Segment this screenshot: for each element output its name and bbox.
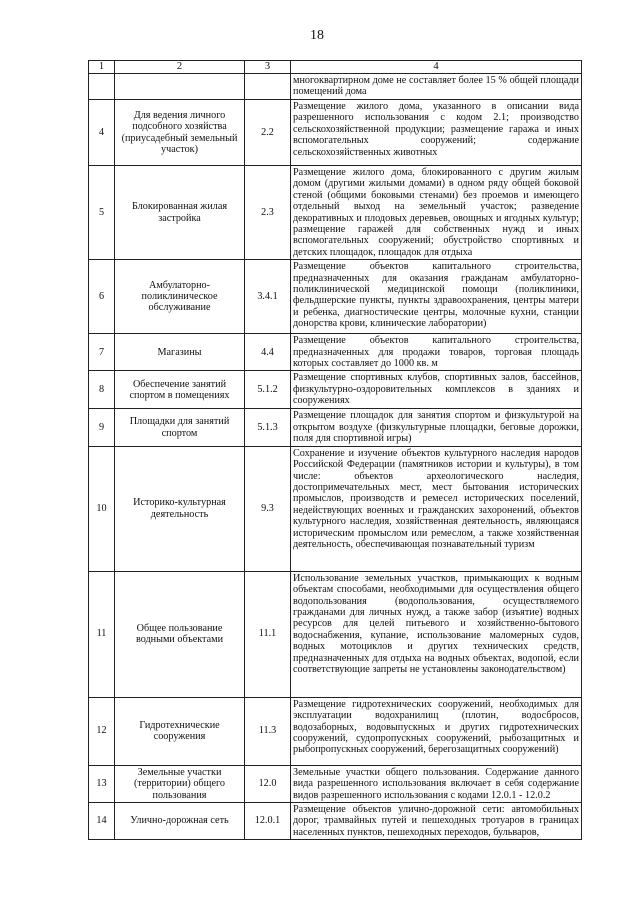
land-use-description: Размещение гидротехнических сооружений, необходимых для эксплуатации водохранилищ (плотин, водосбросов, водозаборных, водовыпускных и других гидротехнических сооружений, судопропускных сооружений, рыбозащитных и рыбопропускных сооружений, берегозащитных сооружений) xyxy=(291,697,582,765)
land-use-description: Использование земельных участков, примыкающих к водным объектам способами, необходимыми для осуществления общего водопользования (водопользования, осуществляемого гражданами для личных нужд, а также забор (изъятие) водных ресурсов для целей питьевого и хозяйственно-бытового водоснабжения, купание, использование маломерных судов, водных мотоциклов и других технических средств, предназначенных для отдыха на водных объектах, водопой, если соответствующие запреты не установлены законодательством) xyxy=(291,571,582,697)
land-use-name: Магазины xyxy=(115,334,245,371)
land-use-name: Общее пользование водными объектами xyxy=(115,571,245,697)
land-use-description: Сохранение и изучение объектов культурного наследия народов Российской Федерации (памятников истории и культуры), в том числе: объектов археологического наследия, достопримечательных мест, мест бытования исторических промыслов, производств и ремесел исторических поселений, недействующих военных и гражданских захоронений, объектов культурного наследия, хозяйственная деятельность, являющаяся историческим промыслом или ремеслом, а также хозяйственная деятельность, обеспечивающая познавательный туризм xyxy=(291,446,582,571)
table-row xyxy=(89,260,582,334)
column-header: 1 xyxy=(89,61,115,74)
land-use-name: Обеспечение занятий спортом в помещениях xyxy=(115,371,245,409)
continuation-row xyxy=(89,74,582,100)
column-number-row xyxy=(89,61,582,74)
land-use-name: Для ведения личного подсобного хозяйства (приусадебный земельный участок) xyxy=(115,100,245,166)
land-use-name: Амбулаторно-поликлиническое обслуживание xyxy=(115,260,245,334)
land-use-code: 9.3 xyxy=(245,446,291,571)
table-row xyxy=(89,166,582,260)
column-header: 3 xyxy=(245,61,291,74)
row-number: 5 xyxy=(89,166,115,260)
land-use-code: 2.3 xyxy=(245,166,291,260)
land-use-code: 5.1.3 xyxy=(245,409,291,446)
row-number: 8 xyxy=(89,371,115,409)
row-number: 10 xyxy=(89,446,115,571)
land-use-code: 2.2 xyxy=(245,100,291,166)
row-number: 6 xyxy=(89,260,115,334)
land-use-description: Размещение объектов улично-дорожной сети: автомобильных дорог, трамвайных путей и пешеходных тротуаров в границах населенных пунктов, пешеходных переходов, бульваров, xyxy=(291,802,582,839)
table-row xyxy=(89,697,582,765)
land-use-name: Улично-дорожная сеть xyxy=(115,802,245,839)
land-use-code: 3.4.1 xyxy=(245,260,291,334)
table-row xyxy=(89,371,582,409)
table-row xyxy=(89,334,582,371)
land-use-name: Гидротехнические сооружения xyxy=(115,697,245,765)
column-header: 4 xyxy=(291,61,582,74)
table-row xyxy=(89,446,582,571)
page-number: 18 xyxy=(310,28,324,43)
land-use-name: Историко-культурная деятельность xyxy=(115,446,245,571)
land-use-code: 12.0.1 xyxy=(245,802,291,839)
land-use-name: Земельные участки (территории) общего пользования xyxy=(115,765,245,802)
table-row xyxy=(89,765,582,802)
land-use-description: Земельные участки общего пользования. Содержание данного вида разрешенного использования включает в себя содержание видов разрешенного использования с кодами 12.0.1 - 12.0.2 xyxy=(291,765,582,802)
land-use-description: Размещение площадок для занятия спортом и физкультурой на открытом воздухе (физкультурные площадки, беговые дорожки, поля для спортивной игры) xyxy=(291,409,582,446)
land-use-name: Площадки для занятий спортом xyxy=(115,409,245,446)
column-header: 2 xyxy=(115,61,245,74)
land-use-description: Размещение жилого дома, указанного в описании вида разрешенного использования с кодом 2.1; производство сельскохозяйственной продукции; размещение гаража и иных вспомогательных сооружений; содержание сельскохозяйственных животных xyxy=(291,100,582,166)
land-use-description: Размещение объектов капитального строительства, предназначенных для оказания гражданам амбулаторно-поликлинической медицинской помощи (поликлиники, фельдшерские пункты, пункты здравоохранения, центры матери и ребенка, диагностические центры, молочные кухни, станции донорства крови, клинические лаборатории) xyxy=(291,260,582,334)
row-number: 11 xyxy=(89,571,115,697)
land-use-code: 4.4 xyxy=(245,334,291,371)
continuation-text: многоквартирном доме не составляет более 15 % общей площади помещений дома xyxy=(291,74,582,100)
table-row xyxy=(89,571,582,697)
row-number: 7 xyxy=(89,334,115,371)
land-use-table xyxy=(88,60,582,840)
row-number: 12 xyxy=(89,697,115,765)
land-use-name: Блокированная жилая застройка xyxy=(115,166,245,260)
row-number: 4 xyxy=(89,100,115,166)
land-use-description: Размещение объектов капитального строительства, предназначенных для продажи товаров, торговая площадь которых составляет до 1000 кв. м xyxy=(291,334,582,371)
land-use-description: Размещение спортивных клубов, спортивных залов, бассейнов, физкультурно-оздоровительных комплексов в зданиях и сооружениях xyxy=(291,371,582,409)
land-use-code: 5.1.2 xyxy=(245,371,291,409)
land-use-code: 11.1 xyxy=(245,571,291,697)
land-use-code: 12.0 xyxy=(245,765,291,802)
row-number: 14 xyxy=(89,802,115,839)
table-row xyxy=(89,100,582,166)
row-number: 13 xyxy=(89,765,115,802)
row-number: 9 xyxy=(89,409,115,446)
table-row xyxy=(89,802,582,839)
land-use-description: Размещение жилого дома, блокированного с другим жилым домом (другими жилыми домами) в одном ряду общей боковой стеной (общими боковыми стенами) без проемов и имеющего отдельный выход на земельный участок; разведение декоративных и плодовых деревьев, овощных и ягодных культур; размещение гаражей для собственных нужд и иных вспомогательных сооружений; обустройство спортивных и детских площадок, площадок для отдыха xyxy=(291,166,582,260)
table-row xyxy=(89,409,582,446)
land-use-code: 11.3 xyxy=(245,697,291,765)
